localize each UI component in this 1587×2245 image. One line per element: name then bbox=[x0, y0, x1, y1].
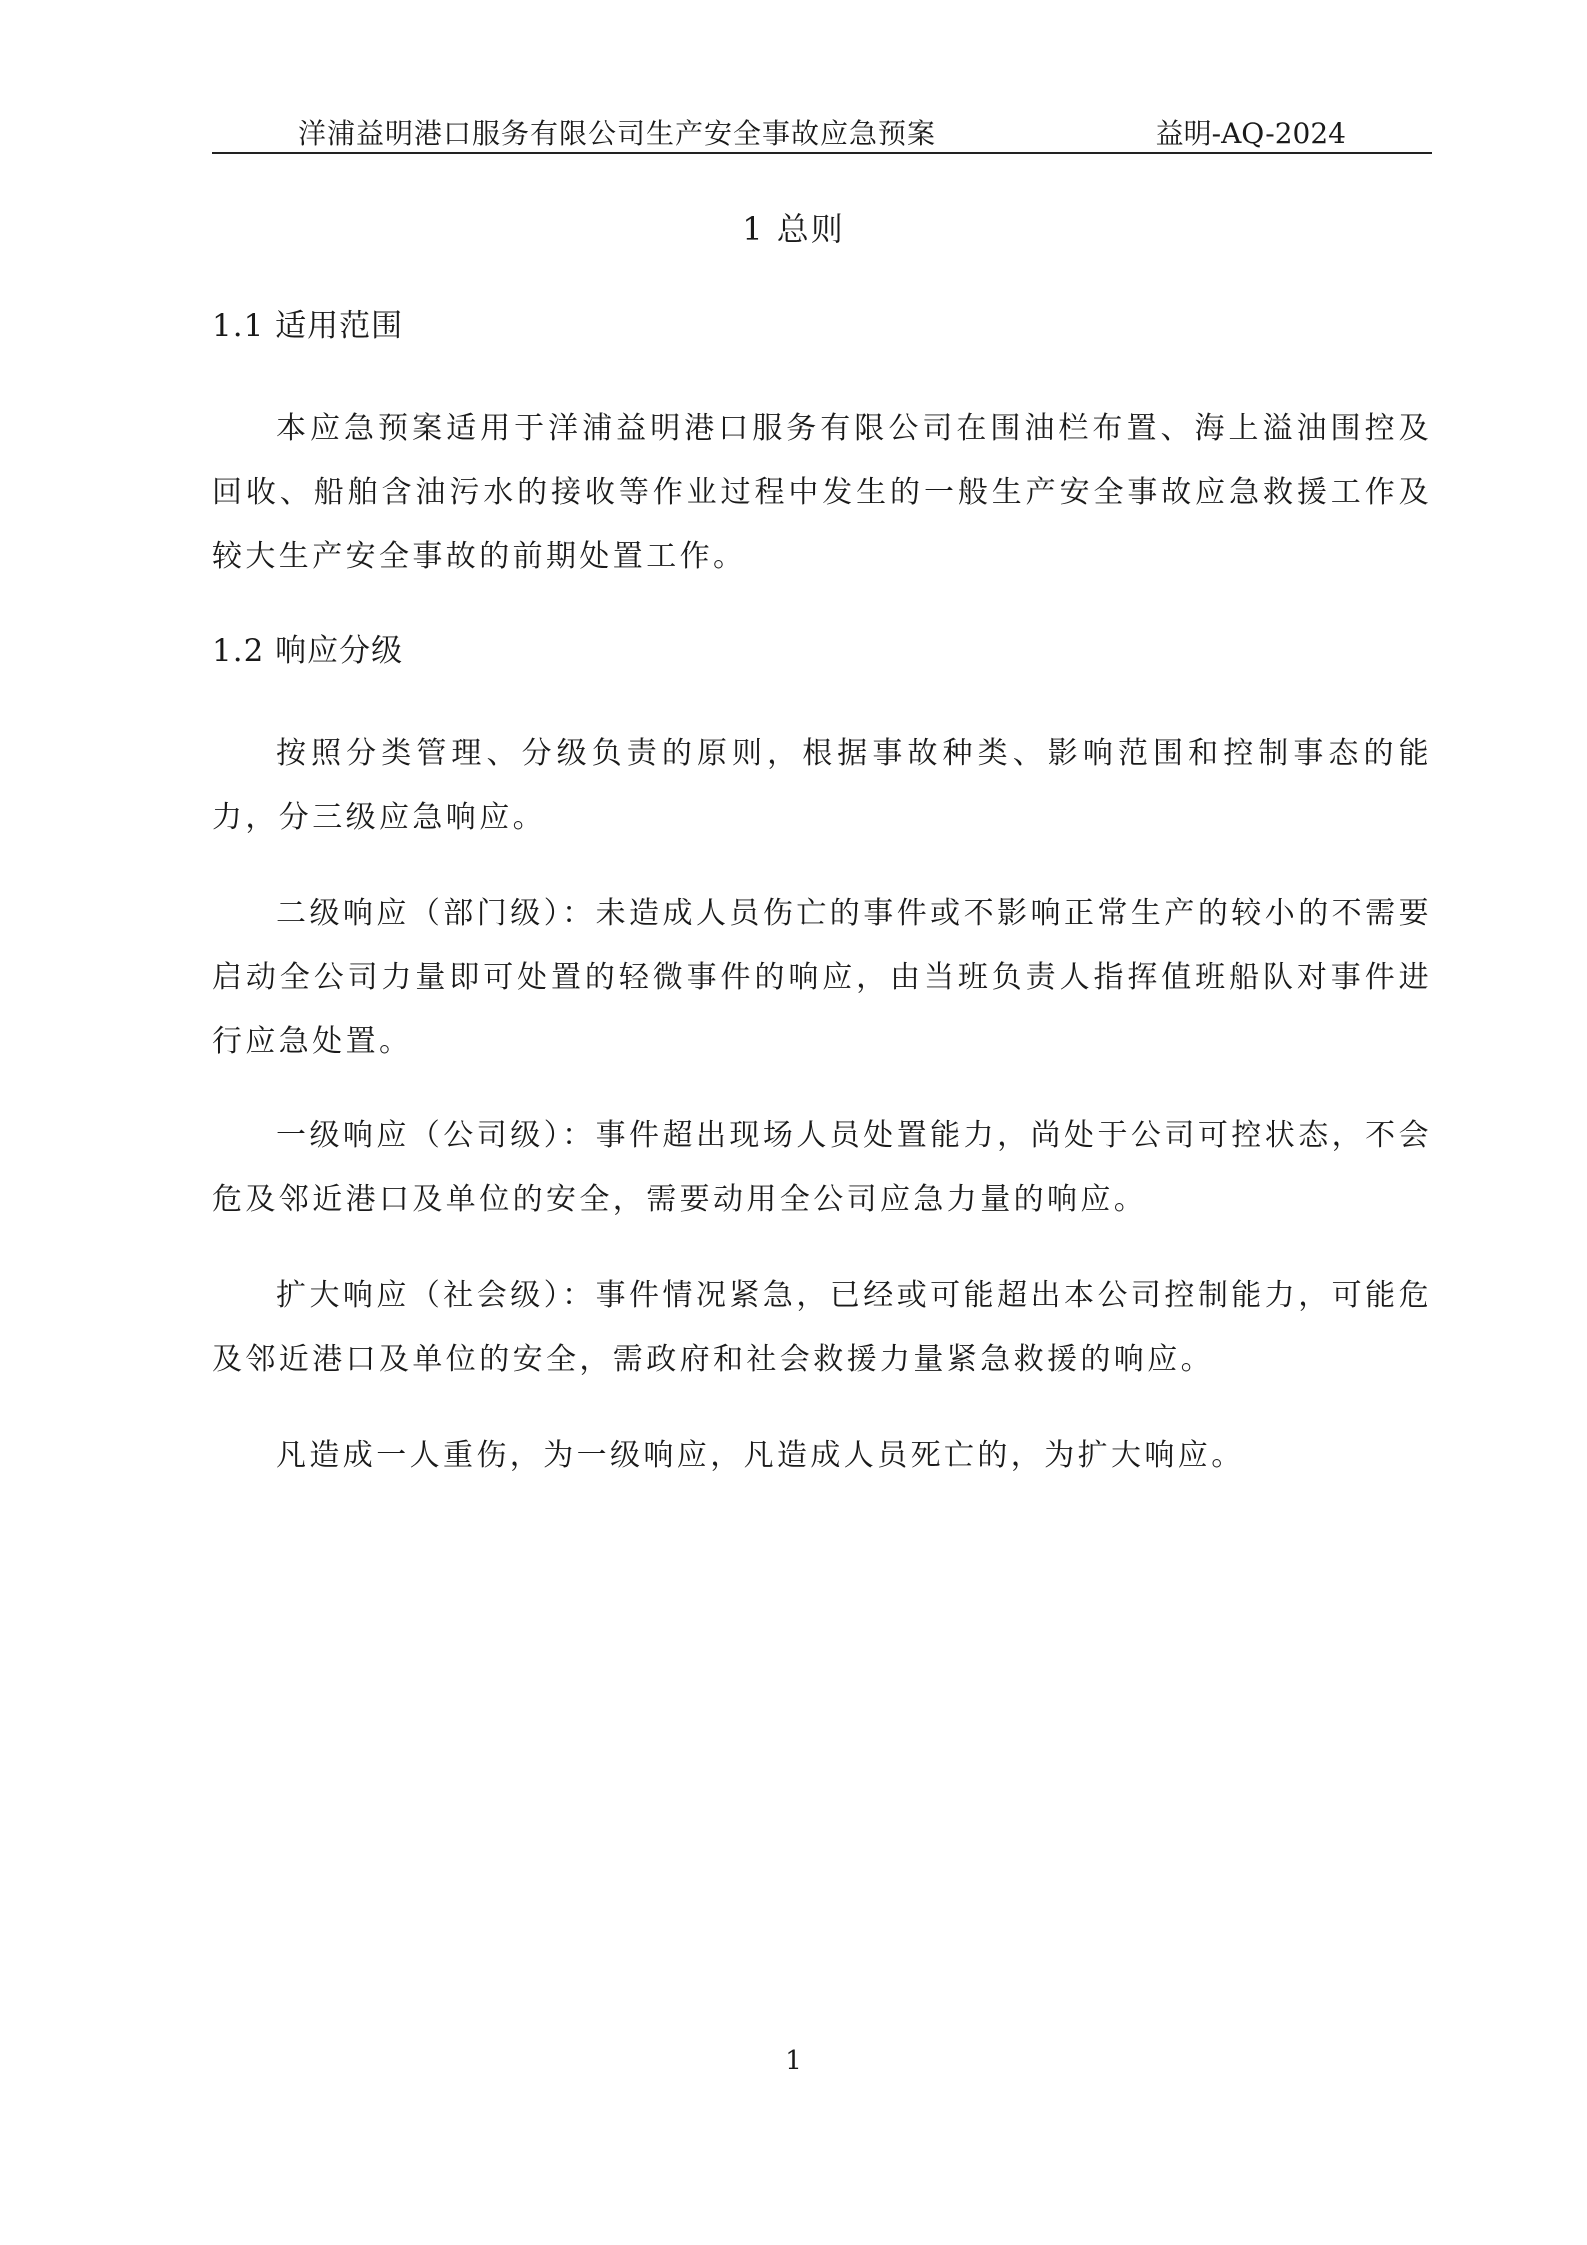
paragraph-extended-response: 扩大响应（社会级）：事件情况紧急，已经或可能超出本公司控制能力，可能危及邻近港口及单位的安全，需政府和社会救援力量紧急救援的响应。 bbox=[212, 1278, 1432, 1377]
paragraph-level-two: 二级响应（部门级）：未造成人员伤亡的事件或不影响正常生产的较小的不需要启动全公司力量即可处置的轻微事件的响应，由当班负责人指挥值班船队对事件进行应急处置。 bbox=[212, 896, 1432, 1059]
paragraph-injury-rule: 凡造成一人重伤，为一级响应，凡造成人员死亡的，为扩大响应。 bbox=[276, 1438, 1245, 1473]
header-title: 洋浦益明港口服务有限公司生产安全事故应急预案 bbox=[298, 117, 937, 150]
chapter-title: 1 总则 bbox=[742, 210, 845, 248]
document-code: 益明-AQ-2024 bbox=[1155, 117, 1346, 150]
section-title-response-levels: 1.2 响应分级 bbox=[212, 633, 404, 669]
paragraph-response-principle: 按照分类管理、分级负责的原则，根据事故种类、影响范围和控制事态的能力，分三级应急响应。 bbox=[212, 736, 1432, 835]
paragraph-level-one: 一级响应（公司级）：事件超出现场人员处置能力，尚处于公司可控状态，不会危及邻近港口及单位的安全，需要动用全公司应急力量的响应。 bbox=[212, 1118, 1432, 1217]
paragraph-scope: 本应急预案适用于洋浦益明港口服务有限公司在围油栏布置、海上溢油围控及回收、船舶含油污水的接收等作业过程中发生的一般生产安全事故应急救援工作及较大生产安全事故的前期处置工作。 bbox=[212, 411, 1432, 574]
section-title-scope: 1.1 适用范围 bbox=[212, 308, 404, 344]
page-number: 1 bbox=[785, 2046, 802, 2076]
header-divider bbox=[212, 152, 1432, 154]
page-header bbox=[212, 112, 1432, 156]
